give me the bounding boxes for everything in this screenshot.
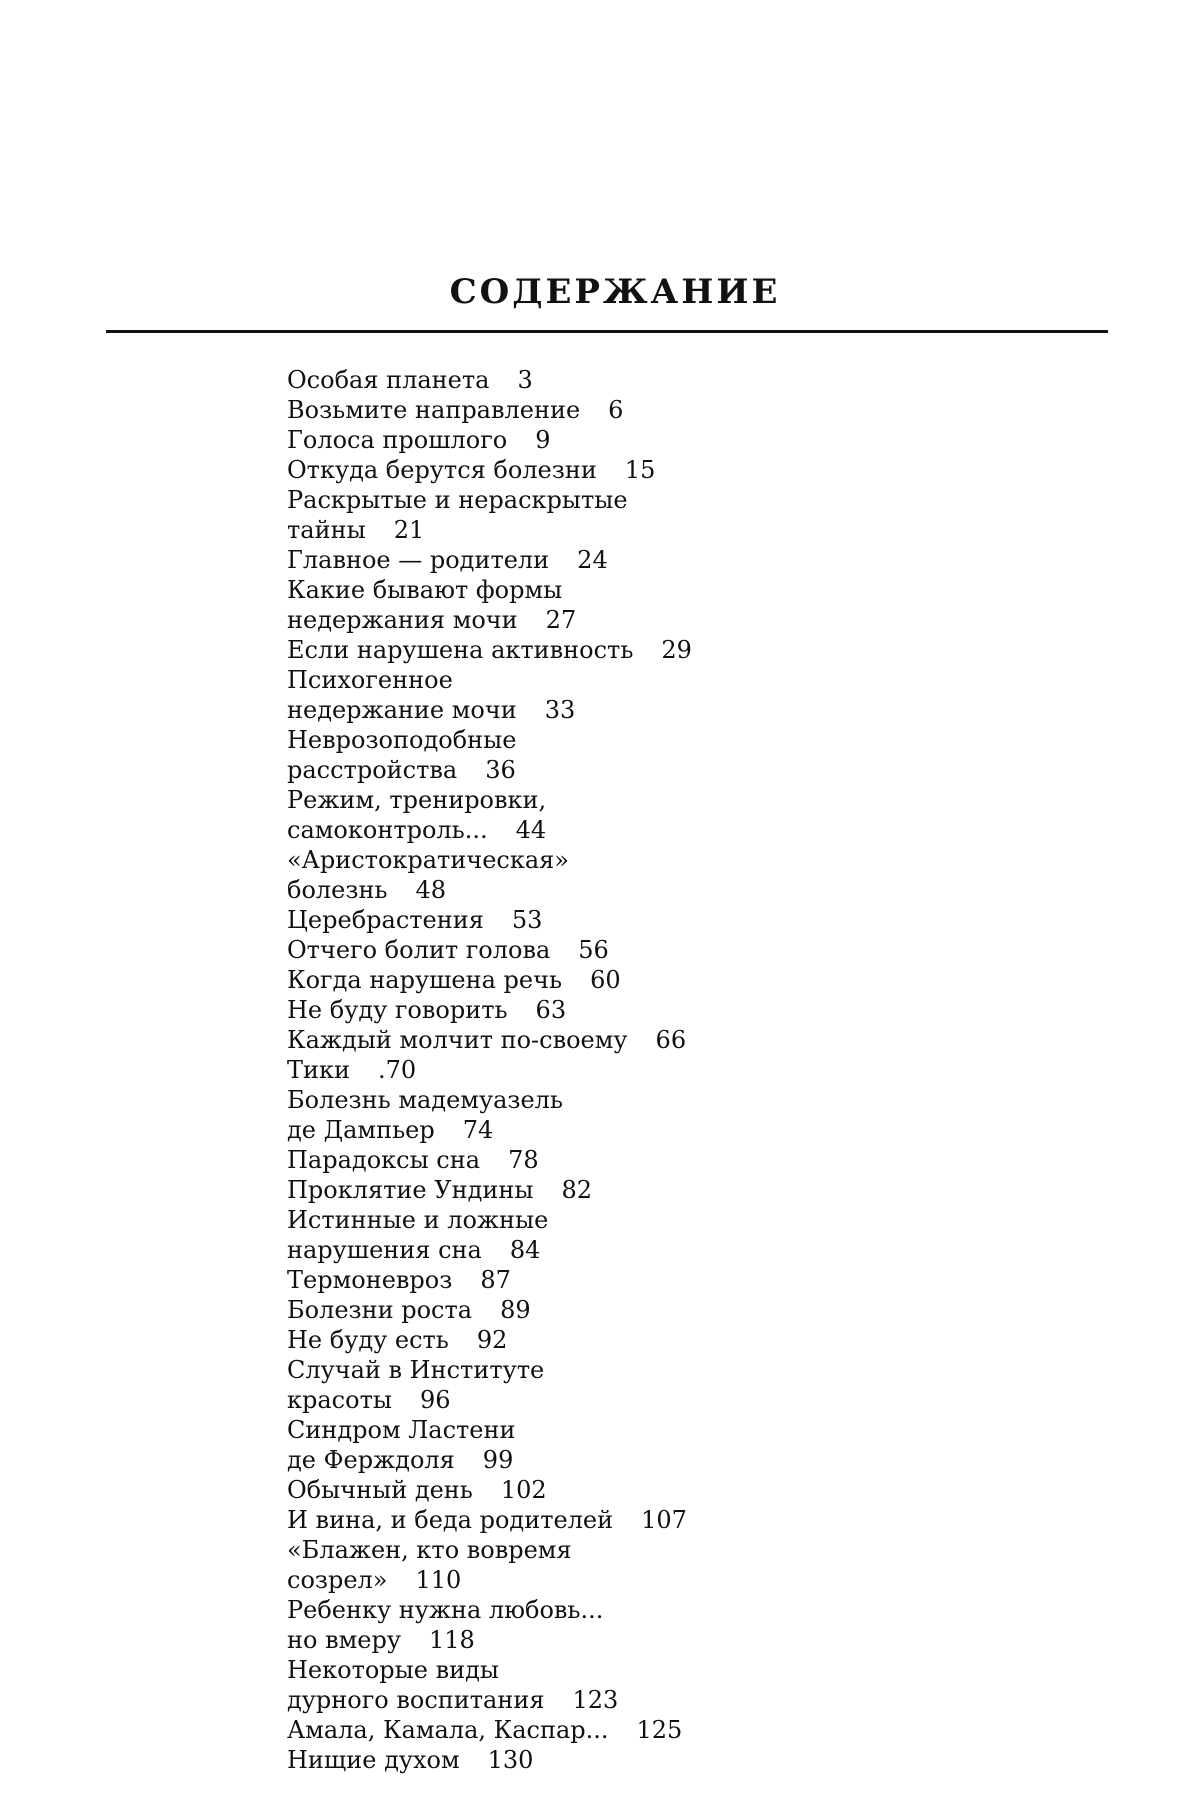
- toc-entry-title: Амала, Камала, Каспар...: [287, 1716, 609, 1744]
- toc-entry-line: [287, 995, 987, 1025]
- toc-page-number: 6: [608, 396, 624, 424]
- toc-entry-title: Возьмите направление: [287, 396, 581, 424]
- toc-entry-title: Особая планета: [287, 366, 490, 394]
- toc-entry-line: [287, 1385, 987, 1415]
- toc-entry-line: [287, 1115, 987, 1145]
- toc-entry-title: Проклятие Ундины: [287, 1176, 534, 1204]
- toc-entry: [287, 995, 987, 1025]
- toc-page-number: 3: [517, 366, 533, 394]
- toc-page-number: 99: [482, 1446, 514, 1474]
- table-of-contents: [287, 365, 987, 1775]
- toc-entry-line: [287, 1085, 987, 1115]
- toc-page-number: 107: [641, 1506, 687, 1534]
- toc-entry-line: [287, 455, 987, 485]
- toc-page-number: 125: [636, 1716, 683, 1744]
- toc-entry-title: Случай в Институте: [287, 1356, 545, 1384]
- toc-entry-title: самоконтроль...: [287, 816, 488, 844]
- toc-page-number: 56: [578, 936, 609, 964]
- toc-entry-line: [287, 905, 987, 935]
- toc-entry-title: Тики: [287, 1056, 350, 1084]
- toc-entry: [287, 1295, 987, 1325]
- toc-entry: [287, 1745, 987, 1775]
- toc-entry-line: [287, 1625, 987, 1655]
- toc-entry: [287, 845, 987, 905]
- toc-entry: [287, 1655, 987, 1715]
- page-title: СОДЕРЖАНИЕ: [449, 272, 781, 312]
- toc-entry: [287, 1505, 987, 1535]
- toc-entry-line: [287, 1175, 987, 1205]
- toc-entry-line: [287, 1565, 987, 1595]
- toc-page-number: 44: [515, 816, 547, 844]
- toc-entry-title: Голоса прошлого: [287, 426, 508, 454]
- toc-entry-title: Термоневроз: [287, 1266, 453, 1294]
- toc-entry: [287, 1145, 987, 1175]
- toc-entry-line: [287, 605, 987, 635]
- toc-entry-title: Не буду есть: [287, 1326, 449, 1354]
- toc-entry-title: дурного воспитания: [287, 1686, 545, 1714]
- toc-page-number: 84: [509, 1236, 541, 1264]
- toc-entry: [287, 785, 987, 845]
- toc-page-number: 36: [485, 756, 516, 784]
- toc-entry-line: [287, 1025, 987, 1055]
- toc-entry-line: [287, 1715, 987, 1745]
- toc-entry: [287, 1055, 987, 1085]
- toc-page-number: 78: [508, 1146, 539, 1174]
- toc-entry-line: [287, 1745, 987, 1775]
- toc-entry: [287, 1205, 987, 1265]
- toc-entry-line: [287, 1235, 987, 1265]
- toc-entry-title: Если нарушена активность: [287, 636, 634, 664]
- toc-entry-line: [287, 575, 987, 605]
- toc-entry-line: [287, 1415, 987, 1445]
- toc-entry-line: [287, 755, 987, 785]
- toc-page-number: 89: [500, 1296, 531, 1324]
- toc-entry: [287, 1415, 987, 1475]
- toc-page-number: 48: [415, 876, 447, 904]
- toc-entry-title: Раскрытые и нераскрытые: [287, 486, 628, 514]
- toc-page-number: 87: [480, 1266, 511, 1294]
- toc-entry-line: [287, 1475, 987, 1505]
- toc-entry-line: [287, 1205, 987, 1235]
- toc-entry-line: [287, 815, 987, 845]
- toc-entry-line: [287, 1505, 987, 1535]
- toc-entry-title: красоты: [287, 1386, 392, 1414]
- toc-entry-line: [287, 365, 987, 395]
- toc-entry: [287, 545, 987, 575]
- toc-entry: [287, 1085, 987, 1145]
- toc-entry: [287, 725, 987, 785]
- toc-entry: [287, 965, 987, 995]
- toc-entry-line: [287, 1055, 987, 1085]
- toc-entry: [287, 425, 987, 455]
- toc-page-number: 102: [500, 1476, 547, 1504]
- toc-page-number: 33: [544, 696, 576, 724]
- toc-entry-title: Психогенное: [287, 666, 453, 694]
- toc-entry-title: Болезнь мадемуазель: [287, 1086, 563, 1114]
- toc-entry-line: [287, 1445, 987, 1475]
- toc-entry-title: де Дампьер: [287, 1116, 435, 1144]
- toc-entry-title: Ребенку нужна любовь...: [287, 1596, 604, 1624]
- toc-entry-title: Парадоксы сна: [287, 1146, 481, 1174]
- toc-entry-line: [287, 1595, 987, 1625]
- toc-page-number: 82: [561, 1176, 592, 1204]
- toc-entry: [287, 935, 987, 965]
- toc-entry-line: [287, 515, 987, 545]
- toc-entry-line: [287, 1265, 987, 1295]
- toc-entry-line: [287, 1145, 987, 1175]
- toc-entry: [287, 1265, 987, 1295]
- toc-entry-line: [287, 725, 987, 755]
- toc-entry-title: болезнь: [287, 876, 388, 904]
- toc-entry: [287, 1595, 987, 1655]
- toc-entry-line: [287, 545, 987, 575]
- toc-entry: [287, 1535, 987, 1595]
- toc-entry-line: [287, 785, 987, 815]
- toc-entry-line: [287, 1355, 987, 1385]
- toc-entry-title: Синдром Ластени: [287, 1416, 516, 1444]
- toc-page-number: 63: [535, 996, 567, 1024]
- toc-entry: [287, 575, 987, 635]
- toc-entry: [287, 395, 987, 425]
- toc-entry-line: [287, 425, 987, 455]
- toc-entry-line: [287, 845, 987, 875]
- toc-entry-line: [287, 1685, 987, 1715]
- toc-entry-title: Когда нарушена речь: [287, 966, 563, 994]
- toc-page-number: 21: [393, 516, 425, 544]
- toc-entry-title: созрел»: [287, 1566, 388, 1594]
- toc-entry-line: [287, 1295, 987, 1325]
- toc-entry: [287, 1175, 987, 1205]
- toc-entry-line: [287, 965, 987, 995]
- toc-entry-title: Режим, тренировки,: [287, 786, 547, 814]
- toc-page-number: 110: [415, 1566, 462, 1594]
- toc-entry-title: Главное — родители: [287, 546, 550, 574]
- toc-entry-line: [287, 485, 987, 515]
- toc-entry-title: И вина, и беда родителей: [287, 1506, 614, 1534]
- toc-entry-line: [287, 1325, 987, 1355]
- toc-entry-title: Откуда берутся болезни: [287, 456, 597, 484]
- toc-page-number: 9: [535, 426, 551, 454]
- toc-page-number: 53: [511, 906, 543, 934]
- toc-entry-line: [287, 695, 987, 725]
- toc-entry-title: Обычный день: [287, 1476, 473, 1504]
- toc-page-number: 118: [428, 1626, 475, 1654]
- toc-entry-line: [287, 875, 987, 905]
- toc-page-number: 74: [462, 1116, 494, 1144]
- toc-entry-line: [287, 1655, 987, 1685]
- toc-entry-line: [287, 935, 987, 965]
- toc-entry: [287, 1355, 987, 1415]
- toc-entry-title: де Ферждоля: [287, 1446, 455, 1474]
- toc-page-number: 130: [487, 1746, 534, 1774]
- toc-entry: [287, 455, 987, 485]
- toc-page-number: 24: [577, 546, 608, 574]
- toc-entry-line: [287, 635, 987, 665]
- toc-page-number: 27: [545, 606, 577, 634]
- toc-entry-line: [287, 1535, 987, 1565]
- toc-entry-title: Отчего болит голова: [287, 936, 551, 964]
- toc-entry: [287, 1325, 987, 1355]
- toc-entry-title: Какие бывают формы: [287, 576, 563, 604]
- toc-entry-title: Не буду говорить: [287, 996, 508, 1024]
- toc-entry-title: тайны: [287, 516, 366, 544]
- toc-entry-title: Каждый молчит по-своему: [287, 1026, 628, 1054]
- toc-entry-title: но вмеру: [287, 1626, 401, 1654]
- toc-entry: [287, 635, 987, 665]
- toc-entry-title: недержания мочи: [287, 606, 518, 634]
- toc-entry-title: Истинные и ложные: [287, 1206, 549, 1234]
- toc-entry-title: «Аристократическая»: [287, 846, 569, 874]
- toc-page-number: 123: [572, 1686, 619, 1714]
- toc-entry: [287, 365, 987, 395]
- toc-page-number: 60: [590, 966, 621, 994]
- toc-entry-title: расстройства: [287, 756, 458, 784]
- toc-entry-title: «Блажен, кто вовремя: [287, 1536, 572, 1564]
- toc-entry: [287, 1715, 987, 1745]
- toc-page-number: 96: [419, 1386, 451, 1414]
- toc-page-number: 29: [661, 636, 692, 664]
- toc-entry-title: Неврозоподобные: [287, 726, 517, 754]
- toc-entry-title: Болезни роста: [287, 1296, 473, 1324]
- toc-entry-line: [287, 395, 987, 425]
- toc-entry: [287, 905, 987, 935]
- toc-entry: [287, 1025, 987, 1055]
- toc-page-number: 92: [476, 1326, 508, 1354]
- toc-entry: [287, 665, 987, 725]
- toc-entry-title: Некоторые виды: [287, 1656, 499, 1684]
- toc-entry-title: Нищие духом: [287, 1746, 460, 1774]
- toc-page-number: 15: [624, 456, 656, 484]
- toc-entry: [287, 1475, 987, 1505]
- toc-page-number: .70: [378, 1056, 417, 1084]
- title-rule: [106, 330, 1108, 333]
- toc-entry: [287, 485, 987, 545]
- toc-entry-title: Церебрастения: [287, 906, 484, 934]
- toc-page-number: 66: [655, 1026, 687, 1054]
- toc-entry-title: нарушения сна: [287, 1236, 482, 1264]
- toc-entry-line: [287, 665, 987, 695]
- toc-entry-title: недержание мочи: [287, 696, 517, 724]
